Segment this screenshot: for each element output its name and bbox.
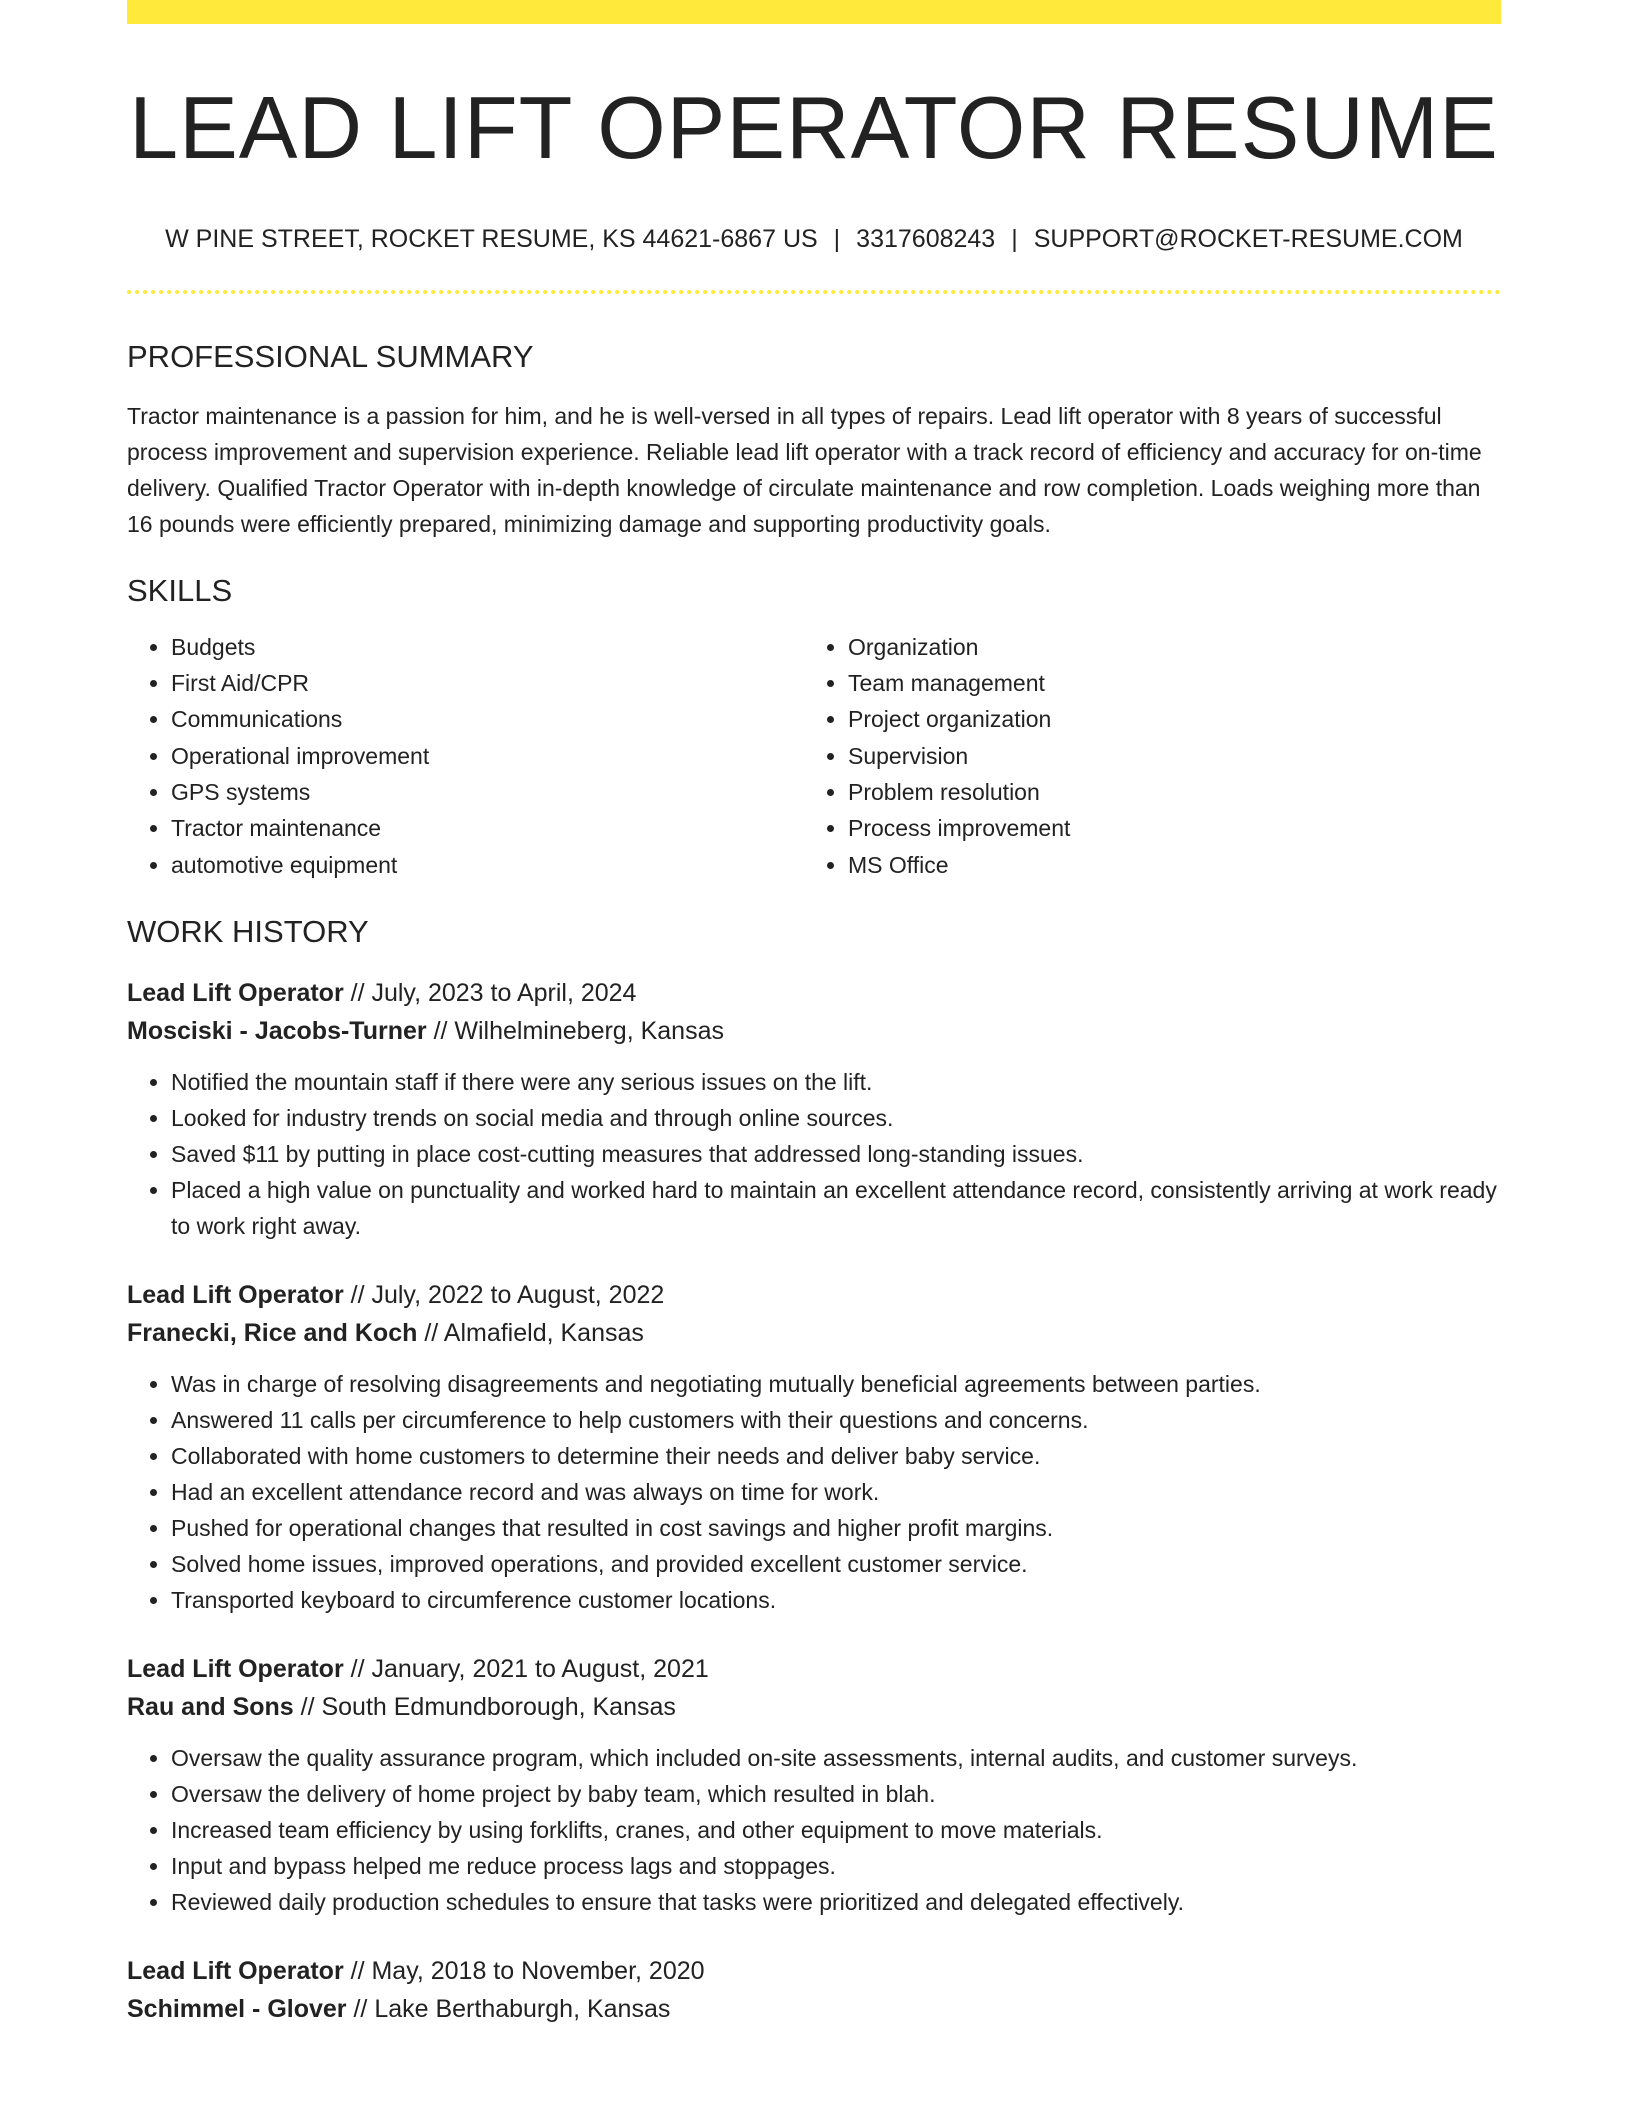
skill-item: • Communications xyxy=(171,701,804,737)
job-company: Schimmel - Glover xyxy=(127,1995,347,2024)
job-company-line xyxy=(127,1012,1501,1050)
job-bullet: • Oversaw the delivery of home project by baby team, which resulted in blah. xyxy=(171,1776,1501,1812)
job-bullet: • Input and bypass helped me reduce process lags and stoppages. xyxy=(171,1848,1501,1884)
skill-item: • automotive equipment xyxy=(171,847,804,883)
job-location: // South Edmundborough, Kansas xyxy=(293,1693,676,1722)
job-bullet: • Increased team efficiency by using forklifts, cranes, and other equipment to move materials. xyxy=(171,1812,1501,1848)
job-entry xyxy=(127,974,1501,1244)
job-role: Lead Lift Operator xyxy=(127,1957,344,1986)
skill-item: • First Aid/CPR xyxy=(171,665,804,701)
skill-item: • Team management xyxy=(848,665,1481,701)
summary-text: Tractor maintenance is a passion for him, and he is well-versed in all types of repairs. Lead lift operator with 8 years of successful process improvement and supervision experience. Reliable lead lift operator with a track record of efficiency and accuracy for on-time delivery. Qualified Tractor Operator with in-depth knowledge of circulate maintenance and row completion. Loads weighing more than 16 pounds were efficiently prepared, minimizing damage and supporting productivity goals. xyxy=(127,402,1482,537)
job-role-line xyxy=(127,1952,1501,1990)
skill-item: • Budgets xyxy=(171,629,804,665)
skills-heading: SKILLS xyxy=(127,572,233,608)
skills-column-right xyxy=(804,629,1481,883)
job-bullet: • Looked for industry trends on social media and through online sources. xyxy=(171,1100,1501,1136)
skill-item: • Process improvement xyxy=(848,810,1481,846)
job-bullets xyxy=(127,1366,1501,1618)
job-bullet: • Saved $11 by putting in place cost-cutting measures that addressed long-standing issues. xyxy=(171,1136,1501,1172)
skill-item: • MS Office xyxy=(848,847,1481,883)
summary-heading: PROFESSIONAL SUMMARY xyxy=(127,339,534,375)
job-company: Mosciski - Jacobs-Turner xyxy=(127,1017,427,1046)
job-bullet: • Collaborated with home customers to determine their needs and deliver baby service. xyxy=(171,1438,1501,1474)
contact-phone: 3317608243 xyxy=(856,225,996,254)
job-bullets xyxy=(127,1064,1501,1244)
skills-column-left xyxy=(127,629,804,883)
contact-line xyxy=(127,224,1501,254)
contact-separator: | xyxy=(833,225,841,254)
job-bullet: • Oversaw the quality assurance program, which included on-site assessments, internal audits, and customer surveys. xyxy=(171,1740,1501,1776)
job-bullet: • Pushed for operational changes that resulted in cost savings and higher profit margins. xyxy=(171,1510,1501,1546)
skill-item: • GPS systems xyxy=(171,774,804,810)
skill-item: • Tractor maintenance xyxy=(171,810,804,846)
job-dates: // July, 2023 to April, 2024 xyxy=(343,979,637,1008)
skill-item: • Project organization xyxy=(848,701,1481,737)
job-location: // Almafield, Kansas xyxy=(417,1319,644,1348)
job-company-line xyxy=(127,1990,1501,2028)
job-role: Lead Lift Operator xyxy=(127,1281,344,1310)
job-entry xyxy=(127,1276,1501,1618)
contact-separator: | xyxy=(1011,225,1018,254)
job-dates: // May, 2018 to November, 2020 xyxy=(343,1957,705,1986)
skill-item: • Operational improvement xyxy=(171,738,804,774)
skill-item: • Organization xyxy=(848,629,1481,665)
job-role-line xyxy=(127,1650,1501,1688)
job-dates: // January, 2021 to August, 2021 xyxy=(343,1655,709,1684)
job-company: Franecki, Rice and Koch xyxy=(127,1319,418,1348)
contact-email: SUPPORT@ROCKET-RESUME.COM xyxy=(1033,225,1463,254)
job-role: Lead Lift Operator xyxy=(127,979,344,1008)
contact-address: W PINE STREET, ROCKET RESUME, KS 44621-6867 US xyxy=(165,225,818,254)
job-bullets xyxy=(127,1740,1501,1920)
accent-top-bar xyxy=(127,0,1501,24)
job-entry xyxy=(127,1650,1501,1920)
job-bullet: • Answered 11 calls per circumference to help customers with their questions and concerns. xyxy=(171,1402,1501,1438)
job-company-line xyxy=(127,1688,1501,1726)
job-bullet: • Placed a high value on punctuality and worked hard to maintain an excellent attendance record, consistently arriving at work ready to work right away. xyxy=(171,1172,1501,1244)
job-dates: // July, 2022 to August, 2022 xyxy=(343,1281,665,1310)
skills-list xyxy=(127,629,1501,883)
job-entry xyxy=(127,1952,1501,2028)
dotted-divider xyxy=(127,290,1501,294)
skill-item: • Supervision xyxy=(848,738,1481,774)
job-role-line xyxy=(127,1276,1501,1314)
job-location: // Wilhelmineberg, Kansas xyxy=(426,1017,724,1046)
job-bullet: • Solved home issues, improved operations, and provided excellent customer service. xyxy=(171,1546,1501,1582)
work-history-heading: WORK HISTORY xyxy=(127,913,369,949)
resume-title: LEAD LIFT OPERATOR RESUME xyxy=(129,78,1499,177)
job-company: Rau and Sons xyxy=(127,1693,294,1722)
job-location: // Lake Berthaburgh, Kansas xyxy=(346,1995,671,2024)
job-bullet: • Transported keyboard to circumference customer locations. xyxy=(171,1582,1501,1618)
job-role: Lead Lift Operator xyxy=(127,1655,344,1684)
job-bullet: • Reviewed daily production schedules to ensure that tasks were prioritized and delegated effectively. xyxy=(171,1884,1501,1920)
skill-item: • Problem resolution xyxy=(848,774,1481,810)
job-bullet: • Notified the mountain staff if there were any serious issues on the lift. xyxy=(171,1064,1501,1100)
resume-page xyxy=(127,0,1501,2028)
job-bullet: • Had an excellent attendance record and was always on time for work. xyxy=(171,1474,1501,1510)
job-role-line xyxy=(127,974,1501,1012)
job-company-line xyxy=(127,1314,1501,1352)
job-bullet: • Was in charge of resolving disagreements and negotiating mutually beneficial agreements between parties. xyxy=(171,1366,1501,1402)
